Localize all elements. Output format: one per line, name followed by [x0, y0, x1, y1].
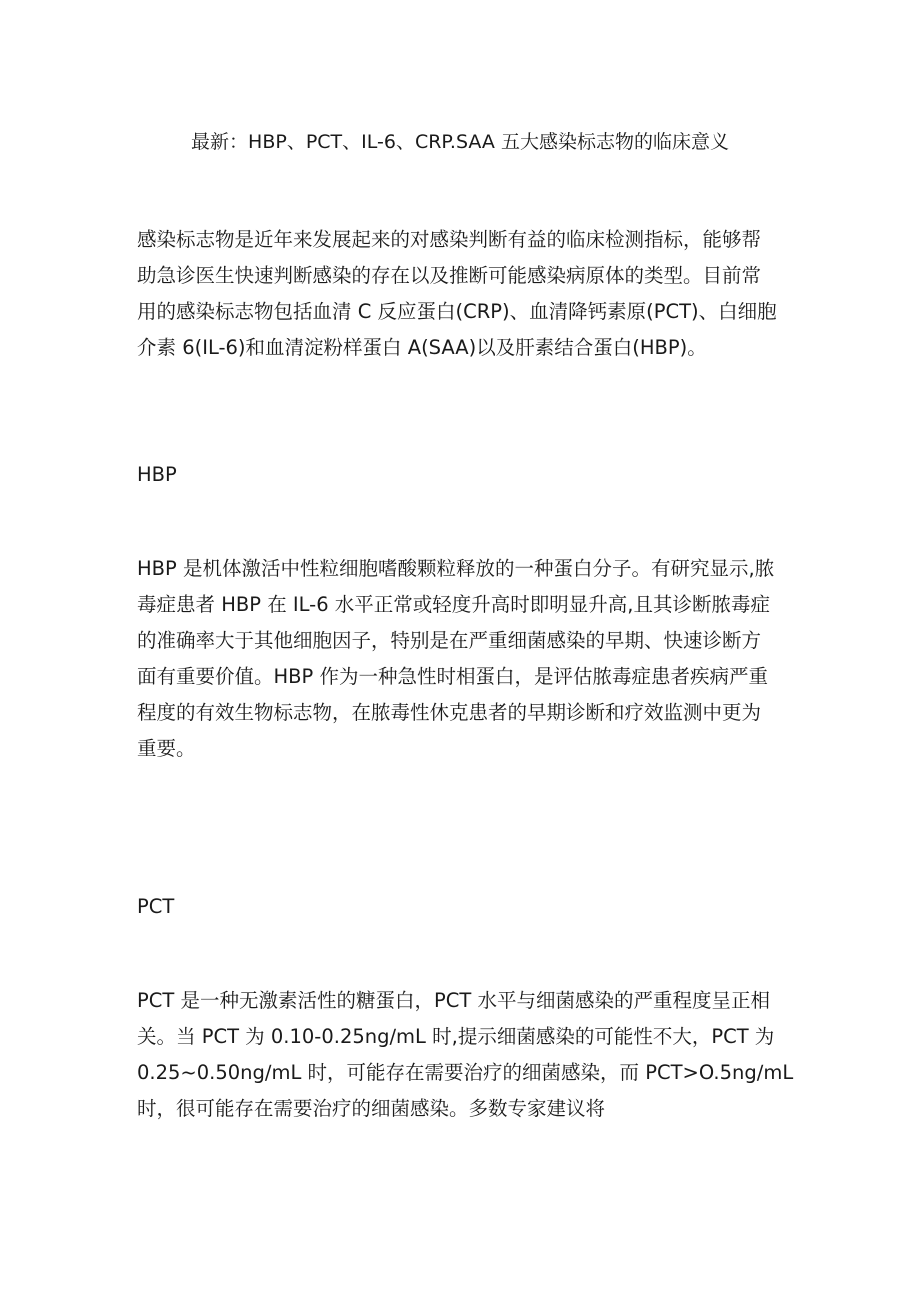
document-title: 最新：HBP、PCT、IL-6、CRP.SAA 五大感染标志物的临床意义	[191, 131, 729, 153]
intro-line: 感染标志物是近年来发展起来的对感染判断有益的临床检测指标，能够帮	[137, 228, 762, 251]
hbp-line: 面有重要价值。HBP 作为一种急性时相蛋白，是评估脓毒症患者疾病严重	[137, 665, 768, 688]
intro-line: 助急诊医生快速判断感染的存在以及推断可能感染病原体的类型。目前常	[137, 264, 762, 287]
pct-line: 时，很可能存在需要治疗的细菌感染。多数专家建议将	[137, 1097, 606, 1120]
intro-paragraph	[137, 222, 792, 366]
pct-paragraph	[137, 983, 792, 1127]
pct-line: 0.25~0.50ng∕mL 时，可能存在需要治疗的细菌感染，而 PCT>O.5ng∕mL	[137, 1061, 794, 1084]
hbp-line: 的准确率大于其他细胞因子，特别是在严重细菌感染的早期、快速诊断方	[137, 629, 762, 652]
hbp-line: 重要。	[137, 737, 196, 760]
hbp-line: 毒症患者 HBP 在 IL-6 水平正常或轻度升高时即明显升高,且其诊断脓毒症	[137, 593, 771, 616]
hbp-paragraph	[137, 551, 792, 767]
pct-line: PCT 是一种无激素活性的糖蛋白，PCT 水平与细菌感染的严重程度呈正相	[137, 989, 770, 1012]
intro-line: 介素 6(IL-6)和血清淀粉样蛋白 A(SAA)以及肝素结合蛋白(HBP)。	[137, 336, 707, 359]
hbp-line: HBP 是机体激活中性粒细胞嗜酸颗粒释放的一种蛋白分子。有研究显示,脓	[137, 557, 775, 580]
pct-line: 关。当 PCT 为 0.10-0.25ng∕mL 时,提示细菌感染的可能性不大，PCT 为	[137, 1025, 775, 1048]
hbp-line: 程度的有效生物标志物，在脓毒性休克患者的早期诊断和疗效监测中更为	[137, 701, 762, 724]
section-heading-hbp: HBP	[137, 463, 177, 486]
section-heading-pct: PCT	[137, 895, 175, 918]
intro-line: 用的感染标志物包括血清 C 反应蛋白(CRP)、血清降钙素原(PCT)、白细胞	[137, 300, 777, 323]
